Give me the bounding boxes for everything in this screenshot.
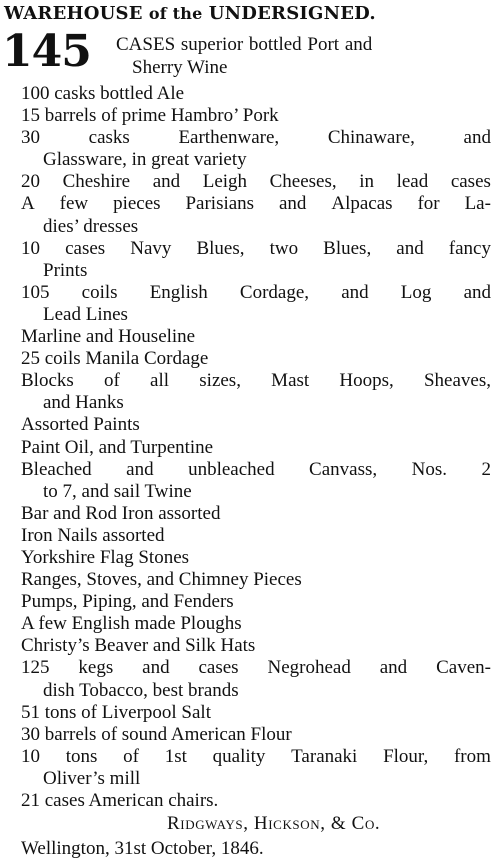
item-continuation-line: dies’ dresses bbox=[43, 215, 139, 237]
item-line: 21 cases American chairs. bbox=[21, 790, 219, 811]
item-line: 51 tons of Liverpool Salt bbox=[21, 701, 211, 723]
item-line: 20 Cheshire and Leigh Cheeses, in lead cases bbox=[21, 171, 491, 193]
item-continuation-line: and Hanks bbox=[43, 392, 124, 414]
item-line: 125 kegs and cases Negrohead and Caven- bbox=[21, 657, 491, 679]
item-continuation-line: Glassware, in great variety bbox=[43, 149, 247, 171]
item-line: Ranges, Stoves, and Chimney Pieces bbox=[21, 569, 302, 591]
item-line: 30 casks Earthenware, Chinaware, and bbox=[21, 127, 491, 149]
headline-part-3: UNDERSIGNED. bbox=[208, 3, 376, 24]
dateline: Wellington, 31st October, 1846. bbox=[21, 838, 264, 859]
item-line: Bleached and unbleached Canvass, Nos. 2 bbox=[21, 458, 491, 480]
item-line: Pumps, Piping, and Fenders bbox=[21, 591, 234, 613]
item-continuation-line: to 7, and sail Twine bbox=[43, 480, 192, 502]
lead-line-2: Sherry Wine bbox=[132, 57, 228, 78]
item-line: Iron Nails assorted bbox=[21, 524, 165, 546]
item-continuation-line: dish Tobacco, best brands bbox=[43, 679, 239, 701]
item-line: A few English made Ploughs bbox=[21, 613, 242, 635]
item-line: 10 tons of 1st quality Taranaki Flour, from bbox=[21, 745, 491, 767]
item-line: 15 barrels of prime Hambro’ Pork bbox=[21, 105, 279, 127]
signature: Ridgways, Hickson, & Co. bbox=[167, 813, 381, 834]
item-line: 30 barrels of sound American Flour bbox=[21, 723, 292, 745]
item-line: Marline and Houseline bbox=[21, 326, 196, 348]
item-continuation-line: Oliver’s mill bbox=[43, 767, 141, 789]
item-continuation-line: Prints bbox=[43, 259, 88, 281]
item-line: Yorkshire Flag Stones bbox=[21, 546, 190, 568]
item-line: Bar and Rod Iron assorted bbox=[21, 502, 221, 524]
item-line: 10 cases Navy Blues, two Blues, and fancy bbox=[21, 237, 491, 259]
item-line: 100 casks bottled Ale bbox=[21, 83, 185, 104]
item-continuation-line: Lead Lines bbox=[43, 303, 128, 325]
lead-line-1: CASES superior bottled Port and bbox=[116, 34, 373, 55]
headline-part-1: WAREHOUSE bbox=[4, 3, 143, 24]
headline bbox=[4, 3, 490, 24]
item-line: Christy’s Beaver and Silk Hats bbox=[21, 635, 256, 657]
item-line: 25 coils Manila Cordage bbox=[21, 348, 209, 370]
item-line: A few pieces Parisians and Alpacas for La- bbox=[21, 193, 491, 215]
lead-number: 145 bbox=[2, 26, 91, 77]
item-list bbox=[21, 83, 491, 812]
item-line: Assorted Paints bbox=[21, 414, 140, 436]
item-line: Paint Oil, and Turpentine bbox=[21, 436, 214, 458]
headline-part-2: of the bbox=[148, 4, 203, 23]
item-line: 105 coils English Cordage, and Log and bbox=[21, 281, 491, 303]
item-line: Blocks of all sizes, Mast Hoops, Sheaves, bbox=[21, 370, 491, 392]
